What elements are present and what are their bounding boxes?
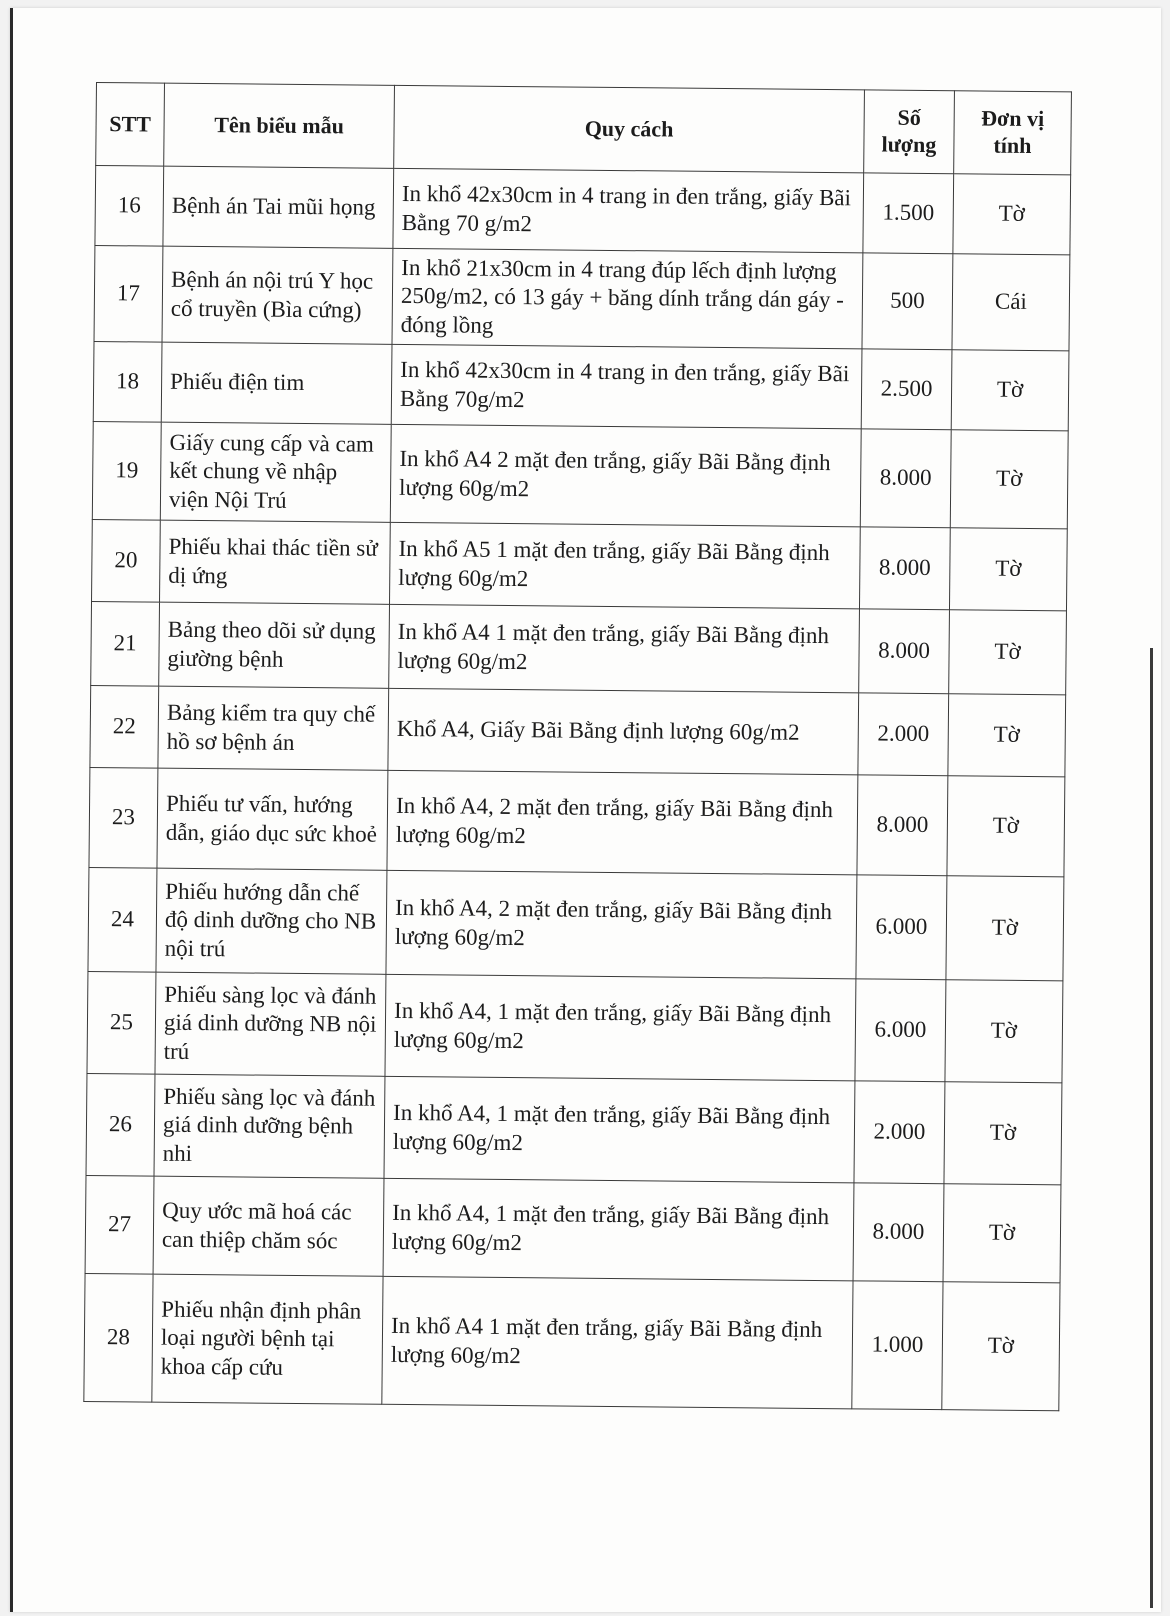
cell-qty: 8.000 — [859, 609, 950, 694]
cell-unit: Tờ — [943, 1184, 1061, 1283]
cell-stt: 19 — [92, 421, 161, 520]
cell-stt: 23 — [89, 767, 158, 868]
table-row — [89, 767, 1065, 876]
table-row — [88, 867, 1064, 980]
table-header — [96, 83, 1072, 175]
cell-qty: 8.000 — [859, 527, 950, 610]
cell-spec: In khổ 21x30cm in 4 trang đúp lếch định lượng 250g/m2, có 13 gáy + băng dính trắng dán gáy - đóng lồng — [392, 248, 863, 349]
cell-stt: 18 — [93, 341, 162, 422]
cell-name: Bệnh án Tai mũi họng — [163, 166, 394, 248]
cell-name: Bệnh án nội trú Y học cổ truyền (Bìa cứng) — [162, 246, 393, 344]
header-name: Tên biểu mẫu — [164, 83, 395, 168]
cell-spec: In khổ A4 2 mặt đen trắng, giấy Bãi Bằng định lượng 60g/m2 — [390, 424, 861, 527]
cell-qty: 1.000 — [852, 1281, 943, 1410]
cell-unit: Tờ — [942, 1282, 1060, 1411]
cell-qty: 2.000 — [858, 693, 949, 776]
cell-unit: Tờ — [949, 528, 1067, 611]
header-unit: Đơn vị tính — [954, 91, 1072, 175]
cell-spec: Khổ A4, Giấy Bãi Bằng định lượng 60g/m2 — [388, 688, 859, 775]
forms-table-container — [83, 82, 1071, 1411]
cell-name: Phiếu nhận định phân loại người bệnh tại khoa cấp cứu — [152, 1274, 383, 1404]
header-stt: STT — [96, 83, 165, 167]
cell-spec: In khổ A4 1 mặt đen trắng, giấy Bãi Bằng định lượng 60g/m2 — [389, 604, 860, 693]
table-row — [86, 1073, 1062, 1184]
table-row — [92, 519, 1068, 610]
table-row — [92, 421, 1068, 528]
table-row — [87, 971, 1063, 1082]
cell-spec: In khổ A4 1 mặt đen trắng, giấy Bãi Bằng định lượng 60g/m2 — [382, 1276, 853, 1409]
cell-spec: In khổ A4, 1 mặt đen trắng, giấy Bãi Bằng định lượng 60g/m2 — [383, 1178, 854, 1281]
cell-qty: 8.000 — [857, 775, 948, 876]
cell-qty: 8.000 — [853, 1183, 944, 1282]
cell-qty: 8.000 — [860, 429, 951, 528]
cell-stt: 27 — [85, 1175, 154, 1274]
cell-unit: Tờ — [946, 876, 1064, 981]
forms-table — [83, 82, 1072, 1411]
cell-qty: 1.500 — [863, 173, 954, 254]
cell-name: Giấy cung cấp và cam kết chung về nhập viện Nội Trú — [160, 422, 391, 522]
cell-stt: 22 — [90, 685, 159, 768]
table-row — [91, 601, 1067, 694]
cell-unit: Tờ — [945, 980, 1063, 1083]
cell-stt: 25 — [87, 971, 156, 1074]
cell-stt: 17 — [94, 245, 163, 342]
table-row — [94, 245, 1070, 350]
table-row — [95, 166, 1071, 255]
cell-stt: 16 — [95, 166, 164, 247]
cell-stt: 24 — [88, 867, 157, 972]
cell-qty: 500 — [862, 253, 953, 350]
header-row — [96, 83, 1072, 175]
cell-unit: Tờ — [951, 350, 1069, 431]
table-row — [84, 1273, 1060, 1410]
cell-name: Phiếu điện tim — [161, 342, 392, 424]
cell-unit: Tờ — [949, 610, 1067, 695]
cell-spec: In khổ A4, 1 mặt đen trắng, giấy Bãi Bằng định lượng 60g/m2 — [384, 1076, 855, 1183]
table-row — [85, 1175, 1061, 1282]
cell-unit: Tờ — [947, 776, 1065, 877]
cell-name: Phiếu sàng lọc và đánh giá dinh dưỡng NB nội trú — [155, 972, 386, 1076]
cell-unit: Tờ — [944, 1082, 1062, 1185]
cell-qty: 2.000 — [854, 1081, 945, 1184]
cell-spec: In khổ A4, 1 mặt đen trắng, giấy Bãi Bằng định lượng 60g/m2 — [385, 974, 856, 1081]
table-row — [93, 341, 1069, 430]
cell-name: Bảng kiểm tra quy chế hồ sơ bệnh án — [158, 686, 389, 770]
cell-unit: Tờ — [953, 174, 1071, 255]
cell-qty: 2.500 — [861, 349, 952, 430]
cell-qty: 6.000 — [856, 875, 947, 980]
cell-name: Phiếu tư vấn, hướng dẫn, giáo dục sức khoẻ — [157, 768, 388, 870]
cell-spec: In khổ A5 1 mặt đen trắng, giấy Bãi Bằng định lượng 60g/m2 — [389, 522, 860, 609]
cell-unit: Cái — [952, 254, 1070, 351]
header-qty: Số lượng — [864, 90, 955, 174]
cell-name: Phiếu khai thác tiền sử dị ứng — [160, 520, 391, 604]
cell-name: Phiếu sàng lọc và đánh giá dinh dưỡng bệnh nhi — [154, 1074, 385, 1178]
cell-spec: In khổ A4, 2 mặt đen trắng, giấy Bãi Bằng định lượng 60g/m2 — [386, 870, 857, 979]
table-row — [90, 685, 1066, 776]
cell-stt: 20 — [92, 519, 161, 602]
cell-name: Quy ước mã hoá các can thiệp chăm sóc — [153, 1176, 384, 1276]
cell-name: Phiếu hướng dẫn chế độ dinh dưỡng cho NB nội trú — [156, 868, 387, 974]
cell-unit: Tờ — [950, 430, 1068, 529]
header-spec: Quy cách — [394, 85, 865, 173]
cell-stt: 26 — [86, 1073, 155, 1176]
cell-stt: 28 — [84, 1273, 153, 1402]
cell-unit: Tờ — [948, 694, 1066, 777]
cell-spec: In khổ 42x30cm in 4 trang in đen trắng, giấy Bãi Bằng 70g/m2 — [391, 344, 862, 429]
cell-name: Bảng theo dõi sử dụng giường bệnh — [159, 602, 390, 688]
page-edge-shadow — [1150, 648, 1153, 1608]
table-body — [84, 166, 1071, 1411]
cell-spec: In khổ A4, 2 mặt đen trắng, giấy Bãi Bằng định lượng 60g/m2 — [387, 770, 858, 875]
cell-qty: 6.000 — [855, 979, 946, 1082]
cell-spec: In khổ 42x30cm in 4 trang in đen trắng, giấy Bãi Bằng 70 g/m2 — [393, 168, 864, 253]
cell-stt: 21 — [91, 601, 160, 686]
